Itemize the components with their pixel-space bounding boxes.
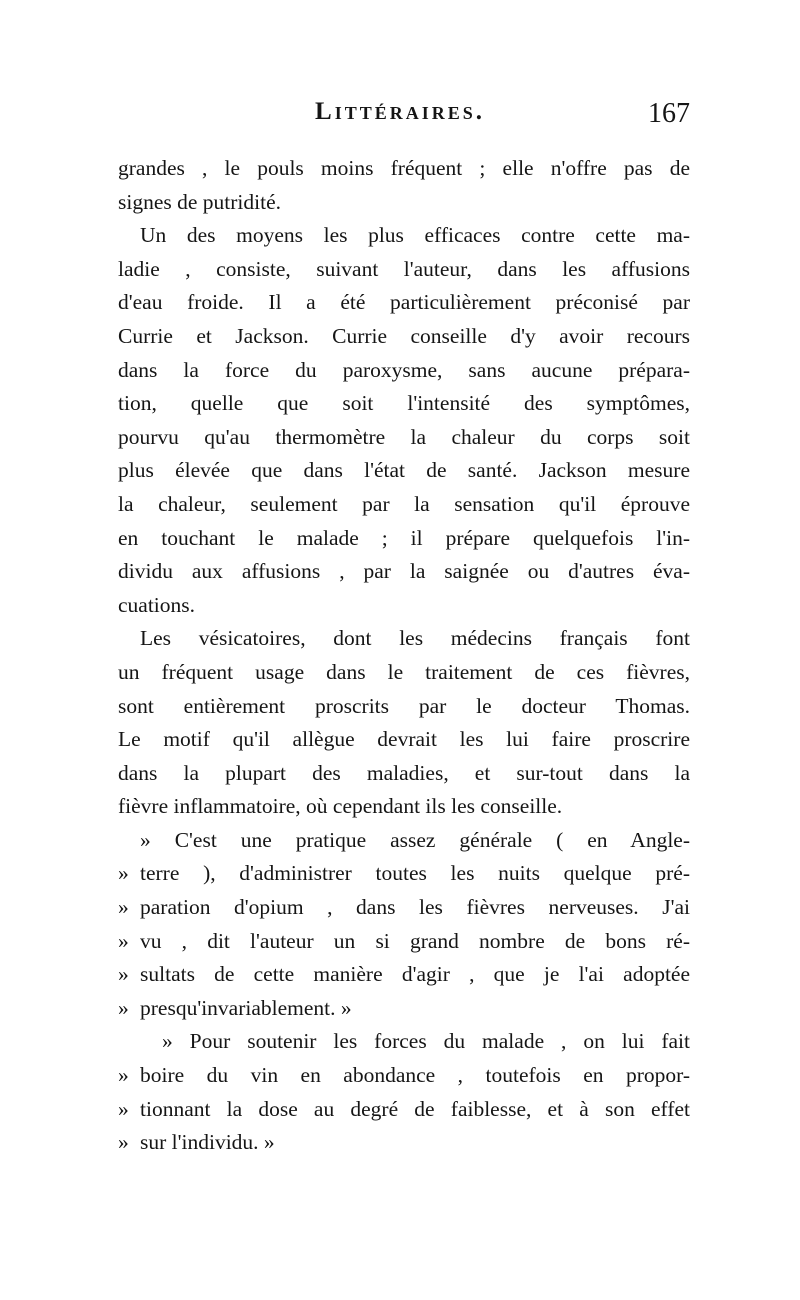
text-line: Currie et Jackson. Currie conseille d'y avoir recours bbox=[118, 323, 690, 348]
text-line: la chaleur, seulement par la sensation qu'il éprouve bbox=[118, 491, 690, 516]
body-text bbox=[118, 152, 690, 1160]
text-line: Le motif qu'il allègue devrait les lui faire proscrire bbox=[118, 727, 690, 752]
quote-line bbox=[118, 958, 690, 992]
text-line: dans la plupart des maladies, et sur-tout dans la bbox=[118, 760, 690, 785]
quote-line bbox=[118, 1059, 690, 1093]
text-line: Les vésicatoires, dont les médecins français font bbox=[140, 626, 690, 651]
text-line: d'eau froide. Il a été particulièrement préconisé par bbox=[118, 290, 690, 315]
text-line: un fréquent usage dans le traitement de ces fièvres, bbox=[118, 659, 690, 684]
quote-mark: » bbox=[118, 962, 129, 987]
text-line: ladie , consiste, suivant l'auteur, dans les affusions bbox=[118, 256, 690, 281]
text-line: plus élevée que dans l'état de santé. Jackson mesure bbox=[118, 458, 690, 483]
quote-line bbox=[118, 1093, 690, 1127]
quote-line-text: vu , dit l'auteur un si grand nombre de bons ré- bbox=[140, 928, 690, 953]
quote-mark: » bbox=[118, 895, 129, 920]
text-line: grandes , le pouls moins fréquent ; elle n'offre pas de bbox=[118, 156, 690, 180]
quote-line bbox=[118, 891, 690, 925]
text-line: dans la force du paroxysme, sans aucune prépara- bbox=[118, 357, 690, 382]
quote-line: » Pour soutenir les forces du malade , on lui fait bbox=[162, 1029, 690, 1054]
text-line: sont entièrement proscrits par le docteur Thomas. bbox=[118, 693, 690, 718]
text-line: dividu aux affusions , par la saignée ou d'autres éva- bbox=[118, 559, 690, 584]
quote-line bbox=[118, 1126, 690, 1160]
text-line: pourvu qu'au thermomètre la chaleur du corps soit bbox=[118, 424, 690, 449]
running-title: Littéraires. bbox=[315, 98, 485, 125]
text-line: signes de putridité. bbox=[118, 189, 282, 214]
text-line: Un des moyens les plus efficaces contre cette ma- bbox=[140, 223, 690, 248]
quote-mark: » bbox=[118, 1096, 129, 1121]
quote-mark: » bbox=[118, 1130, 129, 1155]
quote-line bbox=[118, 857, 690, 891]
quote-line bbox=[118, 925, 690, 959]
quote-mark: » bbox=[118, 1063, 129, 1088]
quote-line-text: presqu'invariablement. » bbox=[140, 995, 352, 1020]
quote-line-text: sur l'individu. » bbox=[140, 1130, 275, 1155]
quote-line-text: sultats de cette manière d'agir , que je l'ai adoptée bbox=[140, 962, 690, 987]
quote-line-text: tionnant la dose au degré de faiblesse, et à son effet bbox=[140, 1096, 690, 1121]
quote-line bbox=[118, 992, 690, 1026]
quote-mark: » bbox=[118, 861, 129, 886]
quote-mark: » bbox=[118, 928, 129, 953]
text-line: fièvre inflammatoire, où cependant ils les conseille. bbox=[118, 794, 563, 819]
quote-line-text: terre ), d'administrer toutes les nuits quelque pré- bbox=[140, 861, 690, 886]
quote-line: » C'est une pratique assez générale ( en Angle- bbox=[140, 827, 690, 852]
quote-line-text: paration d'opium , dans les fièvres nerveuses. J'ai bbox=[140, 895, 690, 920]
text-line: en touchant le malade ; il prépare quelquefois l'in- bbox=[118, 525, 690, 550]
page-number: 167 bbox=[648, 98, 690, 129]
text-line: tion, quelle que soit l'intensité des symptômes, bbox=[118, 391, 690, 416]
quote-line-text: boire du vin en abondance , toutefois en propor- bbox=[140, 1063, 690, 1088]
quote-mark: » bbox=[118, 995, 129, 1020]
text-line: cuations. bbox=[118, 592, 196, 617]
running-head bbox=[110, 98, 690, 138]
